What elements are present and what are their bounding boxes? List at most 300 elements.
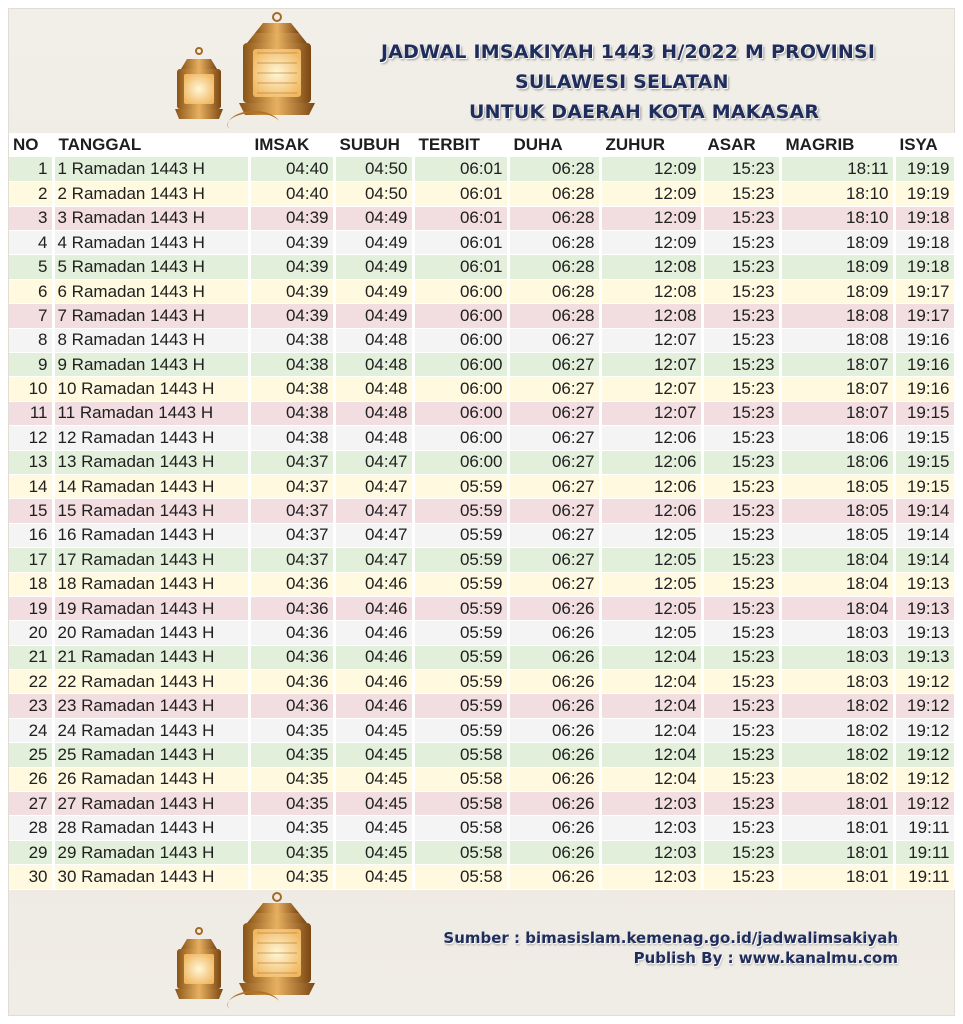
cell-terbit: 05:59: [413, 523, 508, 547]
cell-magrib: 18:07: [780, 353, 894, 377]
cell-asar: 15:23: [702, 377, 780, 401]
column-header-subuh: SUBUH: [334, 133, 413, 157]
cell-imsak: 04:36: [249, 670, 334, 694]
cell-terbit: 05:59: [413, 718, 508, 742]
cell-magrib: 18:01: [780, 865, 894, 889]
cell-imsak: 04:39: [249, 206, 334, 230]
cell-terbit: 05:58: [413, 816, 508, 840]
cell-no: 5: [9, 255, 53, 279]
cell-asar: 15:23: [702, 304, 780, 328]
cell-duha: 06:26: [508, 767, 600, 791]
cell-terbit: 06:00: [413, 450, 508, 474]
cell-terbit: 05:58: [413, 792, 508, 816]
cell-terbit: 05:58: [413, 743, 508, 767]
cell-zuhur: 12:04: [600, 743, 702, 767]
table-header-row: [9, 133, 955, 157]
cell-asar: 15:23: [702, 816, 780, 840]
cell-duha: 06:28: [508, 231, 600, 255]
cell-zuhur: 12:04: [600, 767, 702, 791]
cell-asar: 15:23: [702, 572, 780, 596]
cell-imsak: 04:36: [249, 694, 334, 718]
cell-zuhur: 12:08: [600, 279, 702, 303]
cell-tanggal: 22 Ramadan 1443 H: [53, 670, 249, 694]
cell-zuhur: 12:07: [600, 401, 702, 425]
cell-imsak: 04:35: [249, 767, 334, 791]
cell-tanggal: 12 Ramadan 1443 H: [53, 426, 249, 450]
cell-isya: 19:12: [894, 670, 955, 694]
cell-magrib: 18:06: [780, 426, 894, 450]
cell-magrib: 18:10: [780, 182, 894, 206]
table-row: [9, 792, 955, 816]
cell-duha: 06:26: [508, 596, 600, 620]
cell-terbit: 06:00: [413, 426, 508, 450]
table-row: [9, 840, 955, 864]
cell-subuh: 04:48: [334, 353, 413, 377]
cell-isya: 19:16: [894, 377, 955, 401]
cell-zuhur: 12:09: [600, 231, 702, 255]
cell-imsak: 04:35: [249, 718, 334, 742]
cell-no: 13: [9, 450, 53, 474]
cell-tanggal: 2 Ramadan 1443 H: [53, 182, 249, 206]
cell-tanggal: 26 Ramadan 1443 H: [53, 767, 249, 791]
table-row: [9, 670, 955, 694]
cell-imsak: 04:37: [249, 548, 334, 572]
column-header-tanggal: TANGGAL: [53, 133, 249, 157]
cell-no: 29: [9, 840, 53, 864]
table-row: [9, 377, 955, 401]
cell-duha: 06:27: [508, 499, 600, 523]
cell-imsak: 04:37: [249, 499, 334, 523]
cell-zuhur: 12:03: [600, 865, 702, 889]
cell-asar: 15:23: [702, 548, 780, 572]
cell-magrib: 18:03: [780, 645, 894, 669]
cell-subuh: 04:46: [334, 694, 413, 718]
cell-imsak: 04:40: [249, 182, 334, 206]
table-row: [9, 231, 955, 255]
cell-imsak: 04:38: [249, 328, 334, 352]
cell-no: 17: [9, 548, 53, 572]
cell-magrib: 18:02: [780, 694, 894, 718]
cell-duha: 06:26: [508, 670, 600, 694]
cell-zuhur: 12:04: [600, 694, 702, 718]
cell-zuhur: 12:06: [600, 426, 702, 450]
cell-tanggal: 1 Ramadan 1443 H: [53, 157, 249, 181]
table-row: [9, 401, 955, 425]
table-row: [9, 255, 955, 279]
cell-subuh: 04:48: [334, 377, 413, 401]
cell-asar: 15:23: [702, 694, 780, 718]
cell-tanggal: 13 Ramadan 1443 H: [53, 450, 249, 474]
cell-no: 24: [9, 718, 53, 742]
cell-tanggal: 16 Ramadan 1443 H: [53, 523, 249, 547]
cell-tanggal: 24 Ramadan 1443 H: [53, 718, 249, 742]
cell-zuhur: 12:04: [600, 718, 702, 742]
cell-imsak: 04:38: [249, 377, 334, 401]
cell-no: 2: [9, 182, 53, 206]
cell-imsak: 04:36: [249, 596, 334, 620]
cell-duha: 06:27: [508, 474, 600, 498]
cell-duha: 06:27: [508, 401, 600, 425]
cell-magrib: 18:05: [780, 499, 894, 523]
cell-no: 21: [9, 645, 53, 669]
cell-tanggal: 4 Ramadan 1443 H: [53, 231, 249, 255]
table-row: [9, 523, 955, 547]
table-row: [9, 426, 955, 450]
cell-isya: 19:11: [894, 865, 955, 889]
cell-zuhur: 12:08: [600, 255, 702, 279]
cell-no: 11: [9, 401, 53, 425]
cell-duha: 06:28: [508, 279, 600, 303]
cell-zuhur: 12:06: [600, 474, 702, 498]
cell-asar: 15:23: [702, 792, 780, 816]
cell-subuh: 04:45: [334, 718, 413, 742]
cell-tanggal: 29 Ramadan 1443 H: [53, 840, 249, 864]
cell-asar: 15:23: [702, 279, 780, 303]
cell-subuh: 04:47: [334, 523, 413, 547]
cell-magrib: 18:08: [780, 304, 894, 328]
cell-isya: 19:18: [894, 231, 955, 255]
cell-isya: 19:12: [894, 718, 955, 742]
cell-magrib: 18:06: [780, 450, 894, 474]
cell-isya: 19:12: [894, 743, 955, 767]
cell-isya: 19:19: [894, 157, 955, 181]
cell-zuhur: 12:07: [600, 328, 702, 352]
table-row: [9, 596, 955, 620]
cell-tanggal: 27 Ramadan 1443 H: [53, 792, 249, 816]
cell-magrib: 18:11: [780, 157, 894, 181]
cell-tanggal: 17 Ramadan 1443 H: [53, 548, 249, 572]
table-row: [9, 328, 955, 352]
cell-imsak: 04:39: [249, 279, 334, 303]
cell-imsak: 04:39: [249, 304, 334, 328]
cell-zuhur: 12:04: [600, 670, 702, 694]
cell-tanggal: 28 Ramadan 1443 H: [53, 816, 249, 840]
cell-isya: 19:12: [894, 694, 955, 718]
cell-duha: 06:28: [508, 304, 600, 328]
cell-subuh: 04:47: [334, 499, 413, 523]
publisher-credit: Publish By : www.kanalmu.com: [633, 949, 898, 967]
cell-no: 6: [9, 279, 53, 303]
header: [9, 9, 956, 131]
cell-duha: 06:27: [508, 523, 600, 547]
cell-terbit: 05:59: [413, 694, 508, 718]
cell-imsak: 04:36: [249, 645, 334, 669]
cell-asar: 15:23: [702, 474, 780, 498]
page-title-line3: UNTUK DAERAH KOTA MAKASAR: [469, 101, 820, 123]
cell-terbit: 06:00: [413, 401, 508, 425]
cell-no: 27: [9, 792, 53, 816]
cell-isya: 19:13: [894, 572, 955, 596]
cell-tanggal: 23 Ramadan 1443 H: [53, 694, 249, 718]
cell-magrib: 18:09: [780, 231, 894, 255]
cell-imsak: 04:37: [249, 450, 334, 474]
table-row: [9, 304, 955, 328]
cell-tanggal: 20 Ramadan 1443 H: [53, 621, 249, 645]
cell-isya: 19:14: [894, 499, 955, 523]
cell-asar: 15:23: [702, 865, 780, 889]
cell-imsak: 04:38: [249, 401, 334, 425]
cell-zuhur: 12:09: [600, 182, 702, 206]
cell-terbit: 05:59: [413, 645, 508, 669]
cell-magrib: 18:05: [780, 474, 894, 498]
cell-imsak: 04:39: [249, 255, 334, 279]
cell-magrib: 18:04: [780, 548, 894, 572]
cell-magrib: 18:05: [780, 523, 894, 547]
cell-asar: 15:23: [702, 401, 780, 425]
cell-asar: 15:23: [702, 718, 780, 742]
cell-subuh: 04:48: [334, 401, 413, 425]
cell-subuh: 04:49: [334, 206, 413, 230]
cell-no: 18: [9, 572, 53, 596]
table-row: [9, 767, 955, 791]
cell-magrib: 18:04: [780, 596, 894, 620]
table-row: [9, 353, 955, 377]
cell-duha: 06:26: [508, 816, 600, 840]
cell-imsak: 04:35: [249, 840, 334, 864]
cell-duha: 06:28: [508, 206, 600, 230]
cell-terbit: 05:59: [413, 548, 508, 572]
cell-terbit: 05:59: [413, 621, 508, 645]
table-row: [9, 865, 955, 889]
cell-isya: 19:11: [894, 816, 955, 840]
cell-terbit: 06:01: [413, 255, 508, 279]
cell-magrib: 18:07: [780, 377, 894, 401]
cell-isya: 19:12: [894, 792, 955, 816]
cell-isya: 19:13: [894, 596, 955, 620]
table-body: [9, 157, 955, 889]
cell-duha: 06:27: [508, 548, 600, 572]
cell-asar: 15:23: [702, 157, 780, 181]
cell-isya: 19:14: [894, 548, 955, 572]
cell-zuhur: 12:06: [600, 450, 702, 474]
cell-imsak: 04:40: [249, 157, 334, 181]
cell-no: 14: [9, 474, 53, 498]
cell-subuh: 04:47: [334, 474, 413, 498]
cell-duha: 06:27: [508, 377, 600, 401]
cell-asar: 15:23: [702, 206, 780, 230]
cell-duha: 06:26: [508, 645, 600, 669]
cell-no: 4: [9, 231, 53, 255]
cell-subuh: 04:47: [334, 548, 413, 572]
cell-isya: 19:17: [894, 304, 955, 328]
cell-zuhur: 12:05: [600, 621, 702, 645]
cell-subuh: 04:45: [334, 840, 413, 864]
cell-terbit: 05:59: [413, 572, 508, 596]
source-credit: Sumber : bimasislam.kemenag.go.id/jadwalimsakiyah: [443, 929, 898, 947]
cell-imsak: 04:36: [249, 572, 334, 596]
cell-subuh: 04:45: [334, 767, 413, 791]
cell-no: 26: [9, 767, 53, 791]
cell-zuhur: 12:09: [600, 206, 702, 230]
cell-subuh: 04:46: [334, 621, 413, 645]
cell-tanggal: 6 Ramadan 1443 H: [53, 279, 249, 303]
cell-zuhur: 12:03: [600, 816, 702, 840]
cell-terbit: 06:00: [413, 328, 508, 352]
cell-tanggal: 9 Ramadan 1443 H: [53, 353, 249, 377]
cell-tanggal: 8 Ramadan 1443 H: [53, 328, 249, 352]
cell-asar: 15:23: [702, 328, 780, 352]
cell-asar: 15:23: [702, 596, 780, 620]
cell-no: 3: [9, 206, 53, 230]
cell-magrib: 18:02: [780, 743, 894, 767]
table-row: [9, 450, 955, 474]
cell-zuhur: 12:03: [600, 792, 702, 816]
cell-isya: 19:13: [894, 645, 955, 669]
cell-duha: 06:28: [508, 255, 600, 279]
cell-terbit: 05:59: [413, 670, 508, 694]
cell-tanggal: 21 Ramadan 1443 H: [53, 645, 249, 669]
cell-tanggal: 30 Ramadan 1443 H: [53, 865, 249, 889]
table-row: [9, 743, 955, 767]
cell-imsak: 04:35: [249, 792, 334, 816]
cell-subuh: 04:49: [334, 231, 413, 255]
table-row: [9, 157, 955, 181]
cell-asar: 15:23: [702, 255, 780, 279]
cell-asar: 15:23: [702, 450, 780, 474]
cell-asar: 15:23: [702, 840, 780, 864]
cell-duha: 06:26: [508, 792, 600, 816]
cell-terbit: 06:00: [413, 304, 508, 328]
cell-isya: 19:17: [894, 279, 955, 303]
cell-zuhur: 12:04: [600, 645, 702, 669]
column-header-isya: ISYA: [894, 133, 955, 157]
cell-magrib: 18:01: [780, 816, 894, 840]
cell-terbit: 05:59: [413, 499, 508, 523]
cell-no: 9: [9, 353, 53, 377]
cell-no: 15: [9, 499, 53, 523]
cell-terbit: 06:01: [413, 182, 508, 206]
cell-asar: 15:23: [702, 621, 780, 645]
cell-subuh: 04:46: [334, 572, 413, 596]
cell-zuhur: 12:06: [600, 499, 702, 523]
cell-no: 12: [9, 426, 53, 450]
cell-magrib: 18:10: [780, 206, 894, 230]
cell-isya: 19:16: [894, 328, 955, 352]
cell-subuh: 04:45: [334, 816, 413, 840]
column-header-zuhur: ZUHUR: [600, 133, 702, 157]
cell-duha: 06:27: [508, 572, 600, 596]
cell-imsak: 04:38: [249, 426, 334, 450]
cell-no: 25: [9, 743, 53, 767]
cell-tanggal: 3 Ramadan 1443 H: [53, 206, 249, 230]
cell-isya: 19:13: [894, 621, 955, 645]
cell-asar: 15:23: [702, 670, 780, 694]
cell-isya: 19:12: [894, 767, 955, 791]
cell-no: 22: [9, 670, 53, 694]
cell-magrib: 18:03: [780, 670, 894, 694]
cell-no: 7: [9, 304, 53, 328]
cell-terbit: 06:00: [413, 377, 508, 401]
cell-duha: 06:26: [508, 743, 600, 767]
cell-isya: 19:18: [894, 206, 955, 230]
cell-duha: 06:26: [508, 621, 600, 645]
cell-no: 16: [9, 523, 53, 547]
cell-terbit: 05:58: [413, 767, 508, 791]
table-row: [9, 548, 955, 572]
cell-terbit: 06:01: [413, 157, 508, 181]
table-row: [9, 694, 955, 718]
cell-tanggal: 25 Ramadan 1443 H: [53, 743, 249, 767]
cell-magrib: 18:09: [780, 255, 894, 279]
cell-imsak: 04:37: [249, 474, 334, 498]
cell-imsak: 04:35: [249, 865, 334, 889]
cell-duha: 06:27: [508, 353, 600, 377]
cell-imsak: 04:37: [249, 523, 334, 547]
cell-subuh: 04:47: [334, 450, 413, 474]
table-row: [9, 621, 955, 645]
cell-subuh: 04:45: [334, 865, 413, 889]
column-header-terbit: TERBIT: [413, 133, 508, 157]
cell-tanggal: 10 Ramadan 1443 H: [53, 377, 249, 401]
table-row: [9, 816, 955, 840]
cell-subuh: 04:45: [334, 792, 413, 816]
cell-magrib: 18:07: [780, 401, 894, 425]
cell-duha: 06:26: [508, 840, 600, 864]
cell-isya: 19:16: [894, 353, 955, 377]
cell-tanggal: 19 Ramadan 1443 H: [53, 596, 249, 620]
cell-terbit: 06:00: [413, 353, 508, 377]
cell-subuh: 04:50: [334, 157, 413, 181]
table-row: [9, 645, 955, 669]
cell-tanggal: 15 Ramadan 1443 H: [53, 499, 249, 523]
column-header-asar: ASAR: [702, 133, 780, 157]
cell-subuh: 04:46: [334, 645, 413, 669]
table-row: [9, 182, 955, 206]
cell-subuh: 04:49: [334, 279, 413, 303]
cell-zuhur: 12:05: [600, 523, 702, 547]
cell-tanggal: 18 Ramadan 1443 H: [53, 572, 249, 596]
cell-isya: 19:11: [894, 840, 955, 864]
cell-no: 23: [9, 694, 53, 718]
cell-isya: 19:15: [894, 474, 955, 498]
cell-magrib: 18:02: [780, 767, 894, 791]
cell-imsak: 04:36: [249, 621, 334, 645]
cell-magrib: 18:09: [780, 279, 894, 303]
cell-zuhur: 12:03: [600, 840, 702, 864]
cell-imsak: 04:35: [249, 743, 334, 767]
cell-asar: 15:23: [702, 231, 780, 255]
cell-asar: 15:23: [702, 645, 780, 669]
cell-subuh: 04:49: [334, 255, 413, 279]
cell-zuhur: 12:07: [600, 353, 702, 377]
cell-tanggal: 14 Ramadan 1443 H: [53, 474, 249, 498]
cell-duha: 06:26: [508, 865, 600, 889]
cell-subuh: 04:48: [334, 328, 413, 352]
cell-imsak: 04:38: [249, 353, 334, 377]
cell-terbit: 06:00: [413, 279, 508, 303]
cell-terbit: 05:59: [413, 596, 508, 620]
column-header-magrib: MAGRIB: [780, 133, 894, 157]
cell-duha: 06:27: [508, 426, 600, 450]
imsakiyah-table: [9, 133, 957, 890]
cell-asar: 15:23: [702, 182, 780, 206]
cell-subuh: 04:45: [334, 743, 413, 767]
cell-no: 28: [9, 816, 53, 840]
cell-asar: 15:23: [702, 743, 780, 767]
lantern-icon: [159, 11, 349, 131]
cell-isya: 19:15: [894, 450, 955, 474]
cell-magrib: 18:03: [780, 621, 894, 645]
cell-zuhur: 12:05: [600, 572, 702, 596]
cell-asar: 15:23: [702, 499, 780, 523]
column-header-no: NO: [9, 133, 53, 157]
column-header-imsak: IMSAK: [249, 133, 334, 157]
cell-tanggal: 11 Ramadan 1443 H: [53, 401, 249, 425]
cell-magrib: 18:01: [780, 792, 894, 816]
cell-zuhur: 12:08: [600, 304, 702, 328]
cell-duha: 06:27: [508, 450, 600, 474]
table-row: [9, 718, 955, 742]
